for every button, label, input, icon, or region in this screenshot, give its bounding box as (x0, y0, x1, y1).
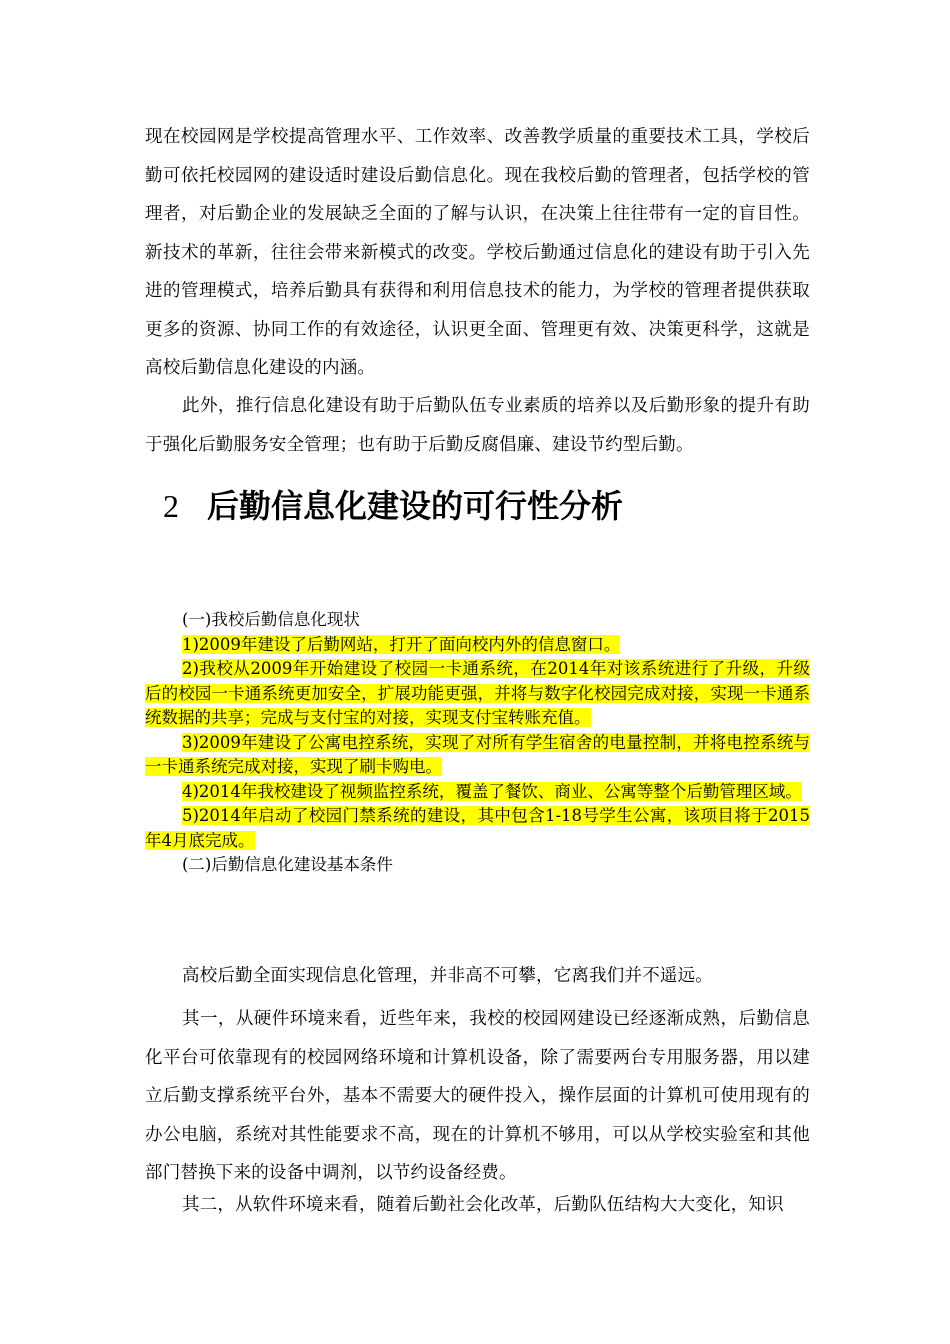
list-item: 2)我校从2009年开始建设了校园一卡通系统，在2014年对该系统进行了升级，升级后的校园一卡通系统更加安全，扩展功能更强，并将与数字化校园完成对接，实现一卡通系统数据的共享；完成与支付宝的对接，实现支付宝转账充值。 (145, 659, 810, 727)
subsection-title-conditions: (二)后勤信息化建设基本条件 (182, 855, 393, 874)
list-item: 3)2009年建设了公寓电控系统，实现了对所有学生宿舍的电量控制，并将电控系统与一卡通系统完成对接，实现了刷卡购电。 (145, 732, 810, 776)
intro-paragraph: 现在校园网是学校提高管理水平、工作效率、改善教学质量的重要技术工具，学校后勤可依托校园网的建设适时建设后勤信息化。现在我校后勤的管理者，包括学校的管理者，对后勤企业的发展缺乏全面的了解与认识，在决策上往往带有一定的盲目性。新技术的革新，往往会带来新模式的改变。学校后勤通过信息化的建设有助于引入先进的管理模式，培养后勤具有获得和利用信息技术的能力，为学校的管理者提供获取更多的资源、协同工作的有效途径，认识更全面、管理更有效、决策更科学，这就是高校后勤信息化建设的内涵。 (145, 127, 810, 378)
software-paragraph: 其二，从软件环境来看，随着后勤社会化改革，后勤队伍结构大大变化，知识 (182, 1195, 784, 1215)
section-number: 2 (163, 488, 179, 524)
status-list (145, 608, 810, 878)
subsection-title-status: (一)我校后勤信息化现状 (182, 610, 360, 629)
list-item: 5)2014年启动了校园门禁系统的建设，其中包含1-18号学生公寓，该项目将于2015年4月底完成。 (145, 806, 810, 850)
conditions-intro-paragraph: 高校后勤全面实现信息化管理，并非高不可攀，它离我们并不遥远。 (182, 966, 713, 986)
section-heading (163, 483, 623, 529)
list-item: 4)2014年我校建设了视频监控系统，覆盖了餐饮、商业、公寓等整个后勤管理区域。 (182, 781, 802, 801)
section-title: 后勤信息化建设的可行性分析 (207, 487, 624, 525)
list-item: 1)2009年建设了后勤网站，打开了面向校内外的信息窗口。 (182, 634, 621, 654)
hardware-paragraph: 其一，从硬件环境来看，近些年来，我校的校园网建设已经逐渐成熟，后勤信息化平台可依靠现有的校园网络环境和计算机设备，除了需要两台专用服务器，用以建立后勤支撑系统平台外，基本不需要大的硬件投入，操作层面的计算机可使用现有的办公电脑，系统对其性能要求不高，现在的计算机不够用，可以从学校实验室和其他部门替换下来的设备中调剂，以节约设备经费。 (145, 1009, 810, 1183)
addition-paragraph: 此外，推行信息化建设有助于后勤队伍专业素质的培养以及后勤形象的提升有助于强化后勤服务安全管理；也有助于后勤反腐倡廉、建设节约型后勤。 (145, 396, 810, 455)
